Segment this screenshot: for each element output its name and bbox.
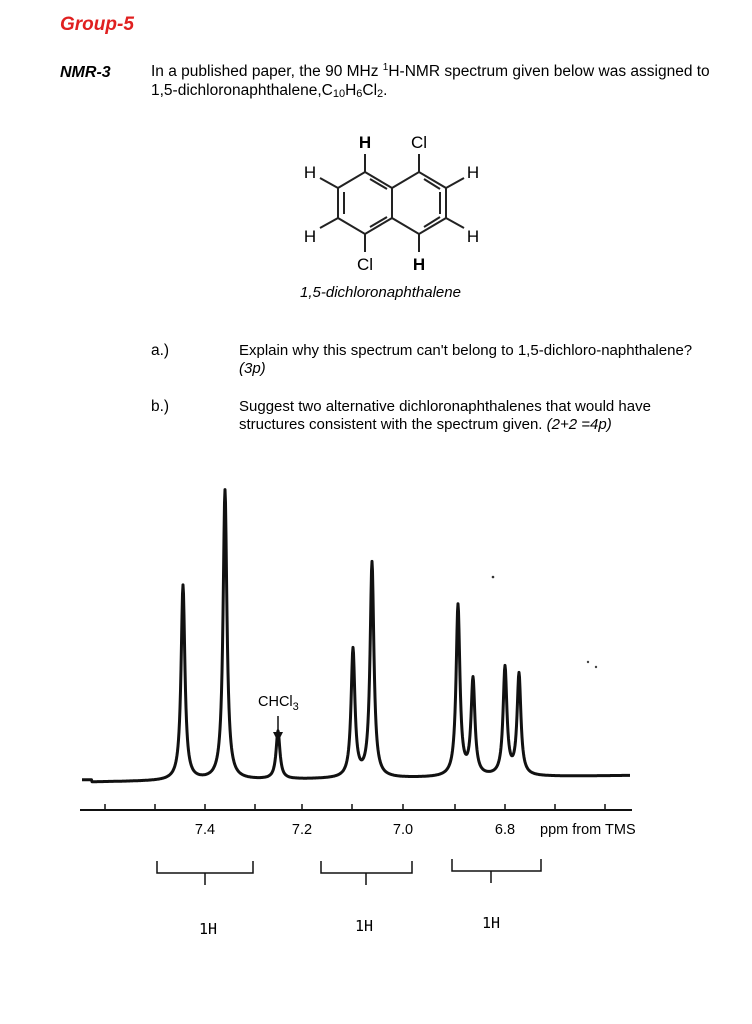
intro-sub-10: 10 bbox=[332, 88, 346, 100]
molecule-structure bbox=[270, 126, 510, 286]
problem-intro bbox=[151, 62, 731, 104]
integral-bracket-3 bbox=[452, 859, 541, 871]
ppm-axis bbox=[80, 804, 632, 810]
question-a-body: Explain why this spectrum can't belong to 1,5-dichloro-naphthalene? bbox=[239, 342, 693, 359]
tick-7-2: 7.2 bbox=[291, 822, 313, 838]
atom-h-upper-left: H bbox=[303, 163, 317, 182]
atom-h-top: H bbox=[358, 133, 372, 152]
tick-7-0: 7.0 bbox=[392, 822, 414, 838]
specks bbox=[492, 576, 495, 579]
intro-sup: 1 bbox=[382, 62, 389, 73]
intro-mid: H-NMR spectrum given below was assigned to 1,5-dichloronaphthalene,C bbox=[151, 63, 710, 99]
spectrum-trace bbox=[82, 490, 630, 782]
nmr-spectrum bbox=[0, 480, 752, 950]
intro-prefix: In a published paper, the 90 MHz bbox=[151, 63, 383, 80]
solvent-label-main: CHCl bbox=[258, 694, 293, 710]
intro-h: H bbox=[345, 82, 357, 99]
tick-7-4: 7.4 bbox=[194, 822, 216, 838]
atom-h-upper-right: H bbox=[466, 163, 480, 182]
intro-end: . bbox=[383, 82, 388, 99]
question-b-label: b.) bbox=[151, 398, 170, 415]
atom-cl-bottom: Cl bbox=[356, 255, 374, 274]
solvent-label-sub: 3 bbox=[292, 701, 299, 713]
intro-cl: Cl bbox=[362, 82, 378, 99]
problem-code: NMR-3 bbox=[60, 64, 111, 81]
integral-label-1: 1H bbox=[198, 920, 218, 938]
intro-sub-6: 6 bbox=[356, 88, 363, 100]
solvent-arrow bbox=[273, 716, 283, 742]
atom-cl-top: Cl bbox=[410, 133, 428, 152]
solvent-label bbox=[258, 694, 299, 713]
intro-sub-2: 2 bbox=[377, 88, 384, 100]
question-a-points: (3p) bbox=[239, 360, 266, 377]
question-a-text bbox=[239, 342, 709, 378]
axis-unit: ppm from TMS bbox=[540, 822, 636, 838]
integral-label-3: 1H bbox=[481, 914, 501, 932]
molecule-caption: 1,5-dichloronaphthalene bbox=[300, 284, 461, 301]
integral-label-2: 1H bbox=[354, 917, 374, 935]
integral-bracket-2 bbox=[321, 861, 412, 873]
integral-bracket-1 bbox=[157, 861, 253, 873]
group-title: Group-5 bbox=[60, 14, 134, 35]
tick-6-8: 6.8 bbox=[494, 822, 516, 838]
atom-h-bottom: H bbox=[412, 255, 426, 274]
question-b-points: (2+2 =4p) bbox=[546, 416, 612, 433]
question-a-label: a.) bbox=[151, 342, 170, 359]
atom-h-lower-right: H bbox=[466, 227, 480, 246]
naphthalene-rings bbox=[320, 154, 464, 252]
question-b-text bbox=[239, 398, 709, 434]
atom-h-lower-left: H bbox=[303, 227, 317, 246]
question-b-body: Suggest two alternative dichloronaphthalenes that would have structures consistent with the spectrum given. bbox=[239, 398, 651, 433]
